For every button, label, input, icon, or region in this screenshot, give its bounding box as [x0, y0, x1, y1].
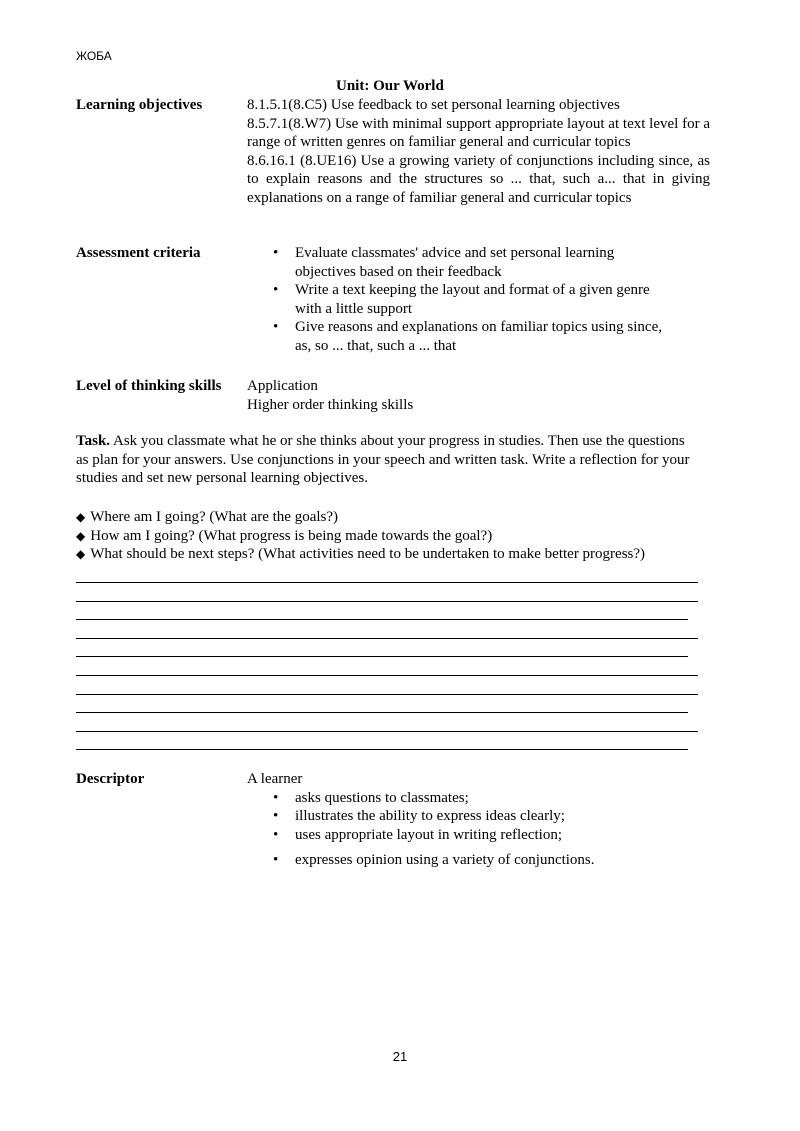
- question-item: [76, 545, 716, 564]
- task-block: [76, 432, 700, 488]
- question-item: [76, 527, 716, 546]
- answer-line[interactable]: [76, 675, 698, 676]
- descriptor-item: • asks questions to classmates;: [247, 789, 710, 808]
- learning-objectives-label: Learning objectives: [76, 97, 203, 113]
- answer-line[interactable]: [76, 619, 688, 620]
- answer-line[interactable]: [76, 638, 698, 639]
- answer-line[interactable]: [76, 712, 688, 713]
- learning-objective: 8.6.16.1 (8.UE16) Use a growing variety of conjunctions including since, as to explain reasons and the structures so ... that, such a... that in giving explanations on a range of familiar general and curricular topics: [247, 152, 710, 206]
- thinking-skills-values: [247, 377, 710, 414]
- descriptor-item: • expresses opinion using a variety of conjunctions.: [247, 851, 710, 870]
- task-paragraph: [76, 432, 700, 488]
- answer-line[interactable]: [76, 656, 688, 657]
- learning-objective: 8.5.7.1(8.W7) Use with minimal support appropriate layout at text level for a range of written genres on familiar general and curricular topics: [247, 115, 710, 151]
- guiding-questions: [76, 508, 716, 564]
- question-item: [76, 508, 716, 527]
- answer-line[interactable]: [76, 601, 698, 602]
- answer-lines: [76, 582, 698, 768]
- answer-line[interactable]: [76, 731, 698, 732]
- answer-line[interactable]: [76, 582, 698, 583]
- descriptor-item: • uses appropriate layout in writing reflection;: [247, 826, 710, 845]
- assessment-criterion: • Give reasons and explanations on familiar topics using since, as, so ... that, such a ... that: [247, 318, 667, 355]
- descriptor-label: Descriptor: [76, 771, 145, 787]
- task-text: Ask you classmate what he or she thinks about your progress in studies. Then use the questions as plan for your answers. Use conjunctions in your speech and written task. Write a reflection for your studies and set new personal learning objectives.: [76, 433, 690, 487]
- learning-objectives-list: [247, 96, 710, 208]
- diamond-bullet-icon: ◆: [76, 510, 86, 524]
- header-tag: ЖОБА: [76, 49, 112, 63]
- assessment-criterion: • Evaluate classmates' advice and set personal learning objectives based on their feedback: [247, 244, 667, 281]
- question-text: What should be next steps? (What activities need to be undertaken to make better progress?): [90, 546, 646, 563]
- answer-line[interactable]: [76, 749, 688, 750]
- diamond-bullet-icon: ◆: [76, 547, 86, 562]
- descriptor-intro: A learner: [247, 771, 303, 787]
- question-text: How am I going? (What progress is being made towards the goal?): [90, 527, 493, 544]
- assessment-criteria-label: Assessment criteria: [76, 245, 201, 261]
- task-label: Task.: [76, 433, 111, 449]
- question-text: Where am I going? (What are the goals?): [90, 509, 339, 525]
- thinking-skill: Higher order thinking skills: [247, 396, 414, 413]
- diamond-bullet-icon: ◆: [76, 528, 86, 543]
- assessment-criteria-list: [247, 244, 667, 356]
- unit-title: Unit: Our World: [336, 78, 444, 94]
- page-number: 21: [392, 1049, 408, 1064]
- descriptor-block: [247, 770, 710, 870]
- thinking-skill: Application: [247, 378, 318, 394]
- thinking-skills-label: Level of thinking skills: [76, 378, 222, 394]
- answer-line[interactable]: [76, 694, 698, 695]
- descriptor-item: • illustrates the ability to express ideas clearly;: [247, 807, 710, 826]
- learning-objective: 8.1.5.1(8.C5) Use feedback to set personal learning objectives: [247, 97, 620, 113]
- assessment-criterion: • Write a text keeping the layout and format of a given genre with a little support: [247, 281, 667, 318]
